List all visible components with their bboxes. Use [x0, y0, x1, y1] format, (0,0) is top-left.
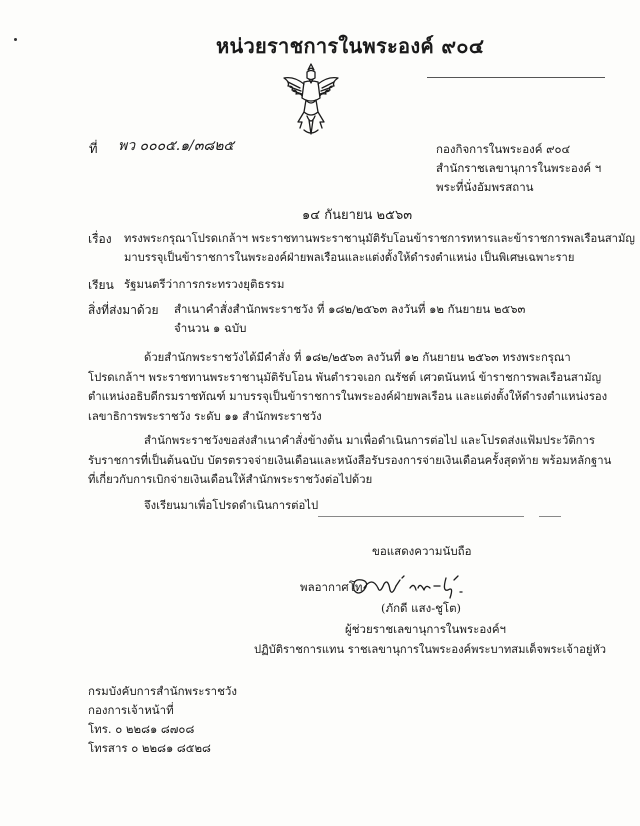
- office-line: กองกิจการในพระองค์ ๙๐๔: [436, 142, 571, 156]
- enclosure-label: สิ่งที่ส่งมาด้วย: [88, 303, 159, 317]
- signer-name: (ภักดี แสง-ชูโต): [381, 601, 462, 615]
- enclosure-line: จำนวน ๑ ฉบับ: [174, 321, 247, 335]
- body-line: สำนักพระราชวังขอส่งสำเนาคำสั่งข้างต้น มาเพื่อดำเนินการต่อไป และโปรดส่งแฟ้มประวัติการ: [144, 434, 595, 447]
- body-line: โปรดเกล้าฯ พระราชทานพระราชานุมัติรับโอน พันตำรวจเอก ณรัชต์ เศวตนันทน์ ข้าราชการพลเรือนสามัญ: [88, 370, 602, 384]
- footer-phone: โทร. ๐ ๒๒๘๑ ๘๗๐๘: [88, 722, 195, 736]
- recipient-text: รัฐมนตรีว่าการกระทรวงยุติธรรม: [124, 277, 285, 291]
- office-address: [436, 140, 601, 197]
- scan-speck: [14, 38, 17, 41]
- recipient-label: เรียน: [88, 278, 114, 292]
- subject-line: ทรงพระกรุณาโปรดเกล้าฯ พระราชทานพระราชานุมัติรับโอนข้าราชการทหารและข้าราชการพลเรือนสามัญ: [124, 232, 635, 245]
- footer-unit: กองการเจ้าหน้าที่: [88, 703, 174, 717]
- body-line: เลขาธิการพระราชวัง ระดับ ๑๑ สำนักพระราชวัง: [88, 409, 322, 423]
- handwritten-signature: [350, 568, 470, 604]
- body-paragraph-3: จึงเรียนมาเพื่อโปรดดำเนินการต่อไป: [144, 499, 319, 512]
- subject-label: เรื่อง: [88, 232, 112, 246]
- letter-date: ๑๔ กันยายน ๒๕๖๓: [302, 208, 413, 223]
- body-line: ด้วยสำนักพระราชวังได้มีคำสั่ง ที่ ๑๘๒/๒๕๖๓ ลงวันที่ ๑๒ กันยายน ๒๕๖๓ ทรงพระกรุณา: [144, 351, 571, 364]
- body-paragraph-1: [88, 348, 607, 426]
- header-rule: [427, 77, 605, 78]
- page-title: หน่วยราชการในพระองค์ ๙๐๔: [216, 34, 485, 58]
- office-line: สำนักราชเลขานุการในพระองค์ ฯ: [436, 161, 602, 175]
- signer-rank: พลอากาศโท: [300, 580, 363, 594]
- text-rule: [318, 516, 524, 517]
- reference-number: พว ๐๐๐๕.๑/๓๘๒๕: [118, 138, 235, 154]
- signer-position: ปฏิบัติราชการแทน ราชเลขานุการในพระองค์พระบาทสมเด็จพระเจ้าอยู่หัว: [254, 643, 607, 656]
- subject-line: มาบรรจุเป็นข้าราชการในพระองค์ฝ่ายพลเรือนและแต่งตั้งให้ดำรงตำแหน่ง เป็นพิเศษเฉพาะราย: [124, 251, 575, 264]
- body-line: รับราชการที่เป็นต้นฉบับ บัตรตรวจจ่ายเงินเดือนและหนังสือรับรองการจ่ายเงินเดือนครั้งสุดท้าย พร้อมหลักฐาน: [88, 453, 612, 467]
- body-line: ตำแหน่งอธิบดีกรมราชทัณฑ์ มาบรรจุเป็นข้าราชการในพระองค์ฝ่ายพลเรือน และแต่งตั้งให้ดำรงตำแหน่งรอง: [88, 390, 608, 403]
- reference-label: ที่: [89, 142, 98, 157]
- body-paragraph-2: [88, 431, 611, 490]
- closing-salutation: ขอแสดงความนับถือ: [372, 544, 472, 558]
- signer-position: ผู้ช่วยราชเลขานุการในพระองค์ฯ: [345, 622, 507, 636]
- garuda-emblem-icon: [280, 60, 342, 138]
- enclosure-line: สำเนาคำสั่งสำนักพระราชวัง ที่ ๑๘๒/๒๕๖๓ ลงวันที่ ๑๒ กันยายน ๒๕๖๓: [174, 302, 526, 316]
- office-line: พระที่นั่งอัมพรสถาน: [436, 180, 534, 194]
- footer-fax: โทรสาร ๐ ๒๒๘๑ ๘๕๒๘: [88, 741, 211, 755]
- text-rule: [539, 516, 561, 517]
- body-line: ที่เกี่ยวกับการเบิกจ่ายเงินเดือนให้สำนักพระราชวังต่อไปด้วย: [88, 473, 373, 486]
- footer-department: กรมบังคับการสำนักพระราชวัง: [88, 684, 237, 698]
